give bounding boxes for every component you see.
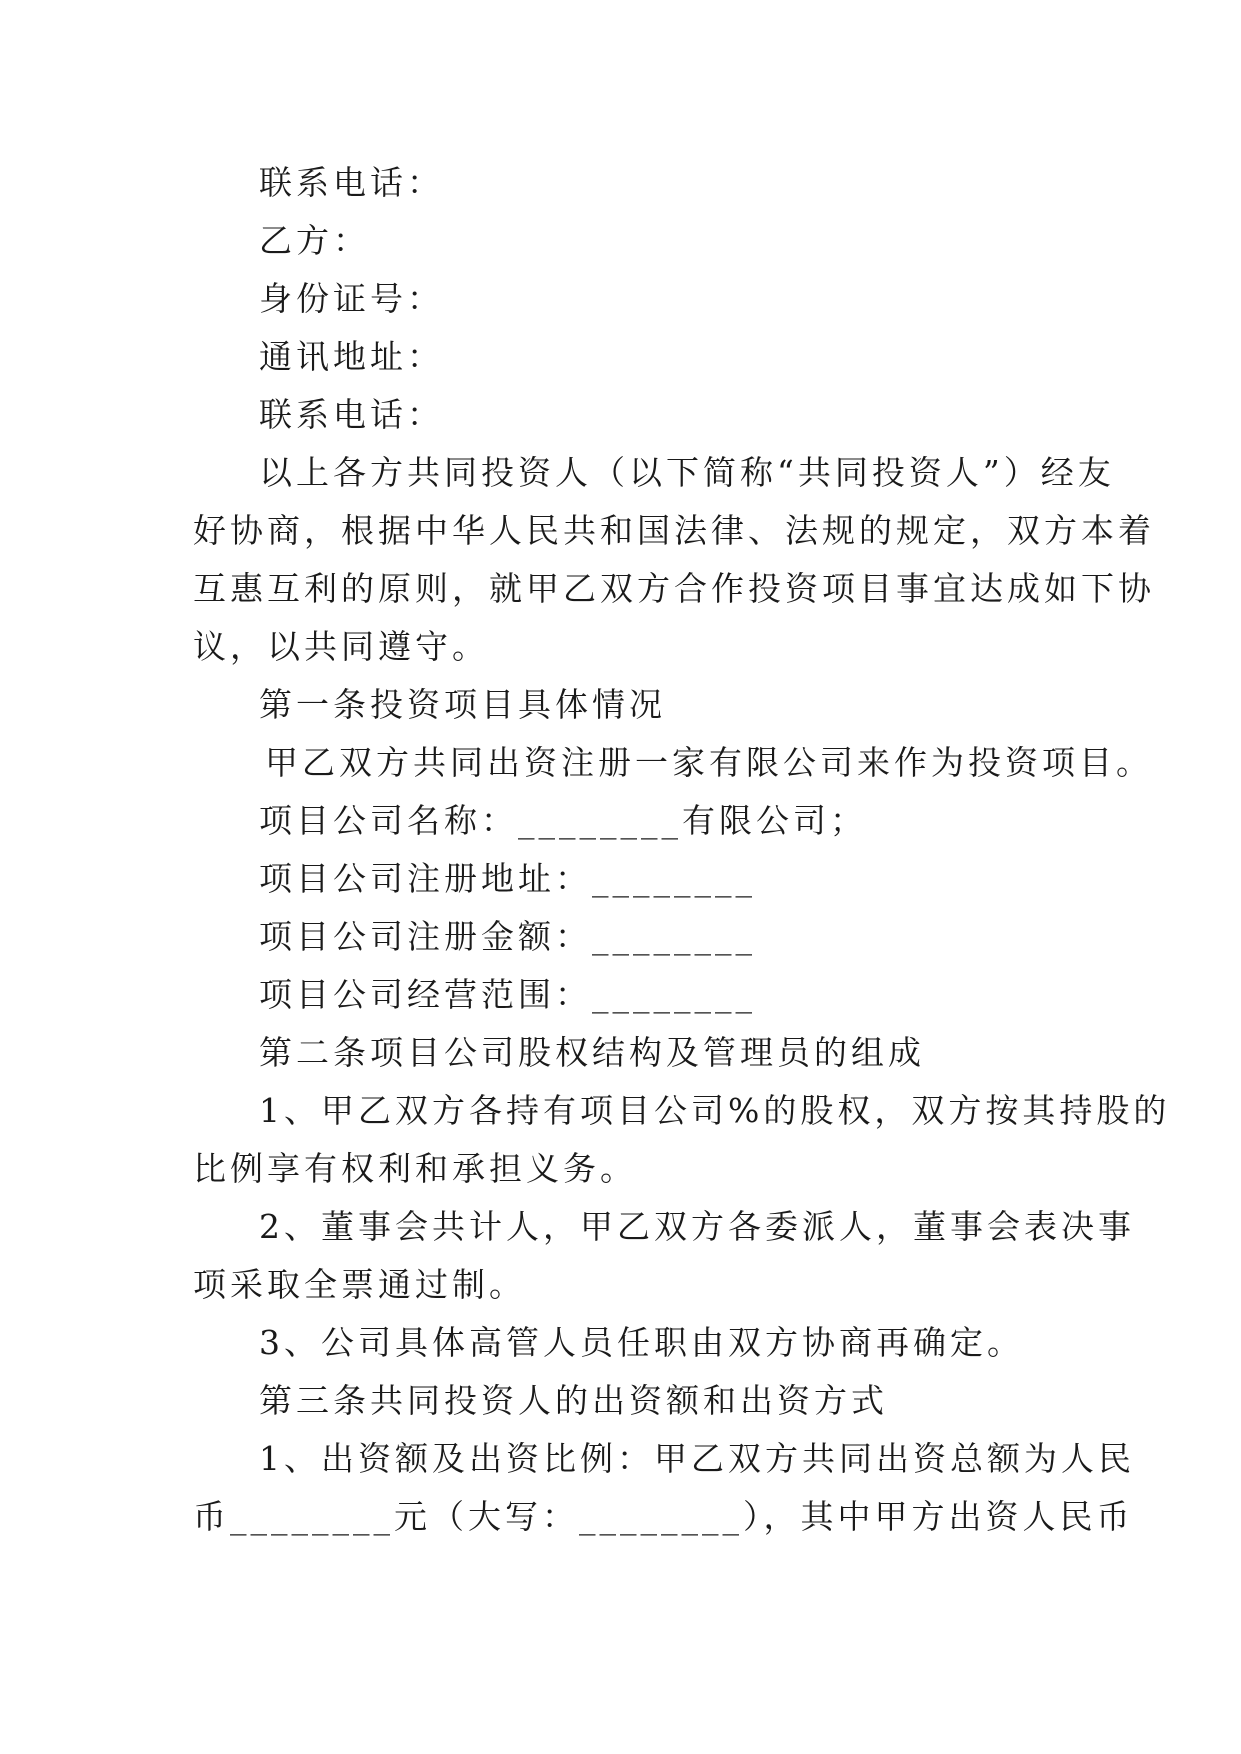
article-1-heading: 第一条投资项目具体情况: [259, 685, 666, 724]
article-2-clause-2-line-1: 2、董事会共计人，甲乙双方各委派人，董事会表决事: [259, 1207, 1135, 1246]
preamble-line-3: 互惠互利的原则，就甲乙双方合作投资项目事宜达成如下协: [193, 569, 1155, 608]
article-2-heading: 第二条项目公司股权结构及管理员的组成: [259, 1033, 925, 1072]
article-2-clause-1-line-2: 比例享有权利和承担义务。: [193, 1149, 637, 1188]
registered-capital-field: 项目公司注册金额：________: [259, 917, 756, 956]
article-2-clause-3: 3、公司具体高管人员任职由双方协商再确定。: [259, 1323, 1024, 1362]
document-body: [193, 154, 1171, 1546]
preamble-line-1: 以上各方共同投资人（以下简称“共同投资人”）经友: [259, 453, 1115, 492]
company-name-field: 项目公司名称：________有限公司；: [259, 801, 867, 840]
preamble-line-2: 好协商，根据中华人民共和国法律、法规的规定，双方本着: [193, 511, 1155, 550]
registered-address-field: 项目公司注册地址：________: [259, 859, 756, 898]
article-3-clause-1-line-2: 币________元（大写：________），其中甲方出资人民币: [193, 1497, 1134, 1536]
article-1-body: 甲乙双方共同出资注册一家有限公司来作为投资项目。: [265, 743, 1153, 782]
contact-phone-label-b: 联系电话：: [259, 395, 444, 434]
contact-phone-label-a: 联系电话：: [259, 163, 444, 202]
article-2-clause-2-line-2: 项采取全票通过制。: [193, 1265, 526, 1304]
article-2-clause-1-line-1: 1、甲乙双方各持有项目公司%的股权，双方按其持股的: [259, 1091, 1171, 1130]
preamble-line-4: 议，以共同遵守。: [193, 627, 489, 666]
id-number-label: 身份证号：: [259, 279, 444, 318]
business-scope-field: 项目公司经营范围：________: [259, 975, 756, 1014]
article-3-heading: 第三条共同投资人的出资额和出资方式: [259, 1381, 888, 1420]
party-b-label: 乙方：: [259, 221, 370, 260]
article-3-clause-1-line-1: 1、出资额及出资比例：甲乙双方共同出资总额为人民: [259, 1439, 1135, 1478]
mailing-address-label: 通讯地址：: [259, 337, 444, 376]
